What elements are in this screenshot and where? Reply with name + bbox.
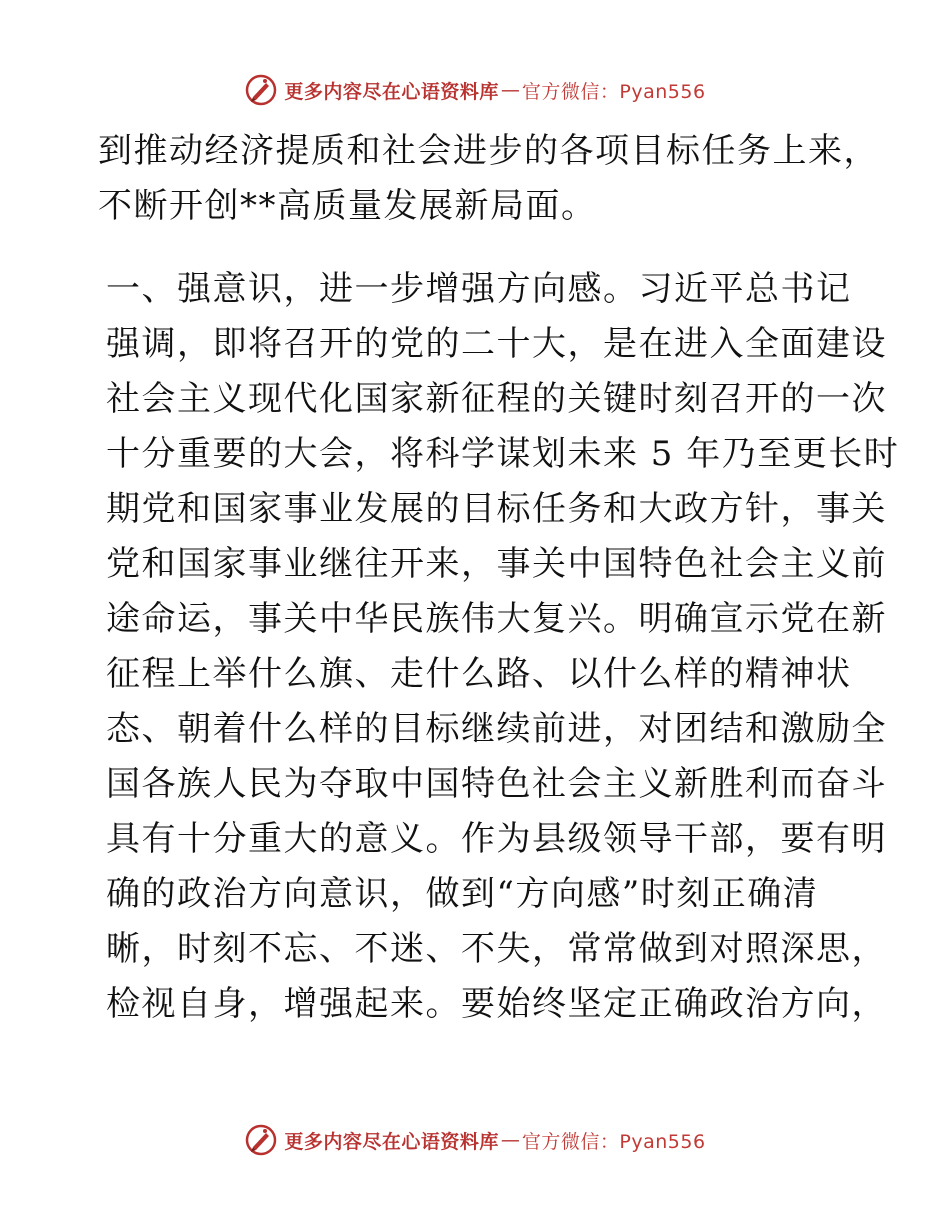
page-footer-watermark — [0, 1120, 950, 1160]
text-line: 态、朝着什么样的目标继续前进，对团结和激励全 — [106, 709, 887, 749]
header-contact-text: 官方微信：Pyan556 — [521, 80, 706, 103]
pen-logo-icon — [244, 1123, 278, 1157]
text-line: 具有十分重大的意义。作为县级领导干部，要有明 — [106, 819, 887, 859]
text-line: 到推动经济提质和社会进步的各项目标任务上来， — [98, 131, 879, 171]
text-line: 途命运，事关中华民族伟大复兴。明确宣示党在新 — [106, 599, 887, 639]
text-line: 强调，即将召开的党的二十大，是在进入全面建设 — [106, 324, 887, 364]
paragraph-continuation — [98, 124, 879, 234]
page-header-watermark — [0, 70, 950, 110]
footer-brand-text: 更多内容尽在心语资料库 — [284, 1130, 499, 1153]
header-separator: — — [500, 79, 520, 101]
text-line: 期党和国家事业发展的目标任务和大政方针，事关 — [106, 489, 887, 529]
text-line: 党和国家事业继往开来，事关中国特色社会主义前 — [106, 544, 887, 584]
header-brand-text: 更多内容尽在心语资料库 — [284, 80, 499, 103]
section-heading-line: 一、强意识，进一步增强方向感。习近平总书记 — [106, 269, 852, 309]
text-line: 晰，时刻不忘、不迷、不失，常常做到对照深思， — [106, 929, 887, 969]
text-line: 征程上举什么旗、走什么路、以什么样的精神状 — [106, 654, 852, 694]
text-line: 社会主义现代化国家新征程的关键时刻召开的一次 — [106, 379, 887, 419]
document-body — [98, 124, 900, 1032]
paragraph-section-one — [98, 262, 900, 1032]
text-line: 检视自身，增强起来。要始终坚定正确政治方向， — [106, 984, 887, 1024]
text-line: 国各族人民为夺取中国特色社会主义新胜利而奋斗 — [106, 764, 887, 804]
text-line: 十分重要的大会，将科学谋划未来 5 年乃至更长时 — [106, 434, 900, 474]
text-line: 确的政治方向意识，做到“方向感”时刻正确清 — [106, 874, 819, 914]
footer-contact-text: 官方微信：Pyan556 — [521, 1130, 706, 1153]
text-line: 不断开创**高质量发展新局面。 — [98, 186, 597, 226]
footer-separator: — — [500, 1129, 520, 1151]
pen-logo-icon — [244, 73, 278, 107]
